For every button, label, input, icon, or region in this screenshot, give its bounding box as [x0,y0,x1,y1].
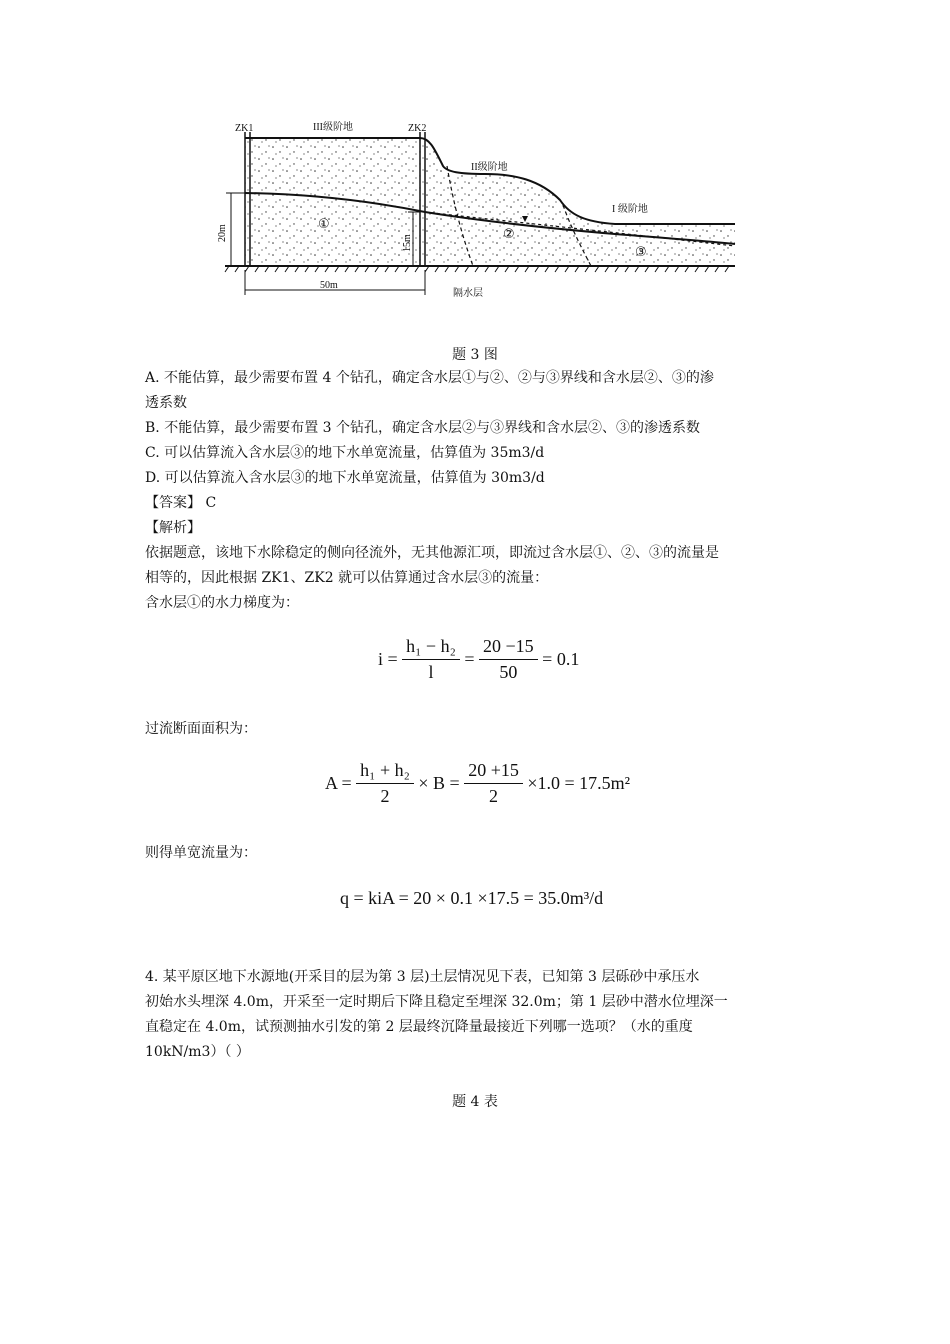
q4-line-1: 4. 某平原区地下水源地(开采目的层为第 3 层)土层情况见下表，已知第 3 层砾砂中承压水 [145,969,700,985]
formula1-den1: l [428,662,434,682]
formula2-mid: × B = [418,773,460,793]
formula1-num1: h₁ − h₂ [402,636,460,660]
label-terrace-1: I 级阶地 [612,204,648,215]
option-a-line-1: A. 不能估算，最少需要布置 4 个钻孔，确定含水层①与②、②与③界线和含水层②、③的渗 [145,370,714,386]
formula2-num2: 20 +15 [464,760,523,784]
geologic-cross-section-figure [215,120,745,300]
formula-flow-area [325,760,630,807]
q4-line-2: 初始水头埋深 4.0m，开采至一定时期后下降且稳定至埋深 32.0m；第 1 层砂中潜水位埋深一 [145,994,728,1010]
option-d: D. 可以估算流入含水层③的地下水单宽流量，估算值为 30m3/d [145,470,545,486]
formula2-den1: 2 [380,786,390,806]
formula1-num2: 20 −15 [479,636,538,660]
text-flow-area: 过流断面面积为： [145,721,257,737]
label-aquitard: 隔水层 [453,288,483,299]
formula2-rhs: ×1.0 = 17.5m² [527,773,631,793]
label-terrace-3: III级阶地 [313,122,353,133]
formula1-eq: = [464,649,475,669]
label-height-20m: 20m [217,224,228,242]
q4-line-3: 直稳定在 4.0m，试预测抽水引发的第 2 层最终沉降量最接近下列哪一选项？（水的重度 [145,1019,693,1035]
option-c: C. 可以估算流入含水层③的地下水单宽流量，估算值为 35m3/d [145,445,545,461]
text-unit-flow: 则得单宽流量为： [145,845,257,861]
option-b: B. 不能估算，最少需要布置 3 个钻孔，确定含水层②与③界线和含水层②、③的渗透系数 [145,420,700,436]
option-a-line-2: 透系数 [145,395,187,411]
formula2-num1: h₁ + h₂ [356,760,414,784]
q4-line-4: 10kN/m3）（ ） [145,1044,250,1060]
formula2-lhs: A = [325,773,352,793]
analysis-line-1: 依据题意，该地下水除稳定的侧向径流外，无其他源汇项，即流过含水层①、②、③的流量是 [145,545,719,561]
label-layer-2: ② [503,227,515,242]
label-layer-1: ① [318,217,330,232]
formula2-den2: 2 [489,786,499,806]
figure-caption: 题 3 图 [452,347,498,363]
analysis-line-2: 相等的，因此根据 ZK1、ZK2 就可以估算通过含水层③的流量： [145,570,549,586]
formula1-rhs: = 0.1 [542,649,580,669]
answer-line: 【答案】 C [145,495,217,511]
formula-hydraulic-gradient [378,636,579,683]
formula-unit-flow: q = kiA = 20 × 0.1 ×17.5 = 35.0m³/d [340,888,604,908]
formula1-lhs: i = [378,649,398,669]
label-height-15m: 15m [402,234,413,252]
label-zk1: ZK1 [235,123,254,134]
label-terrace-2: II级阶地 [471,162,508,173]
label-zk2: ZK2 [408,123,427,134]
formula1-den2: 50 [499,662,518,682]
analysis-title: 【解析】 [145,520,201,536]
table-caption: 题 4 表 [452,1094,498,1110]
analysis-line-3: 含水层①的水力梯度为： [145,595,299,611]
label-distance: 50m [320,280,338,291]
label-layer-3: ③ [635,245,647,260]
